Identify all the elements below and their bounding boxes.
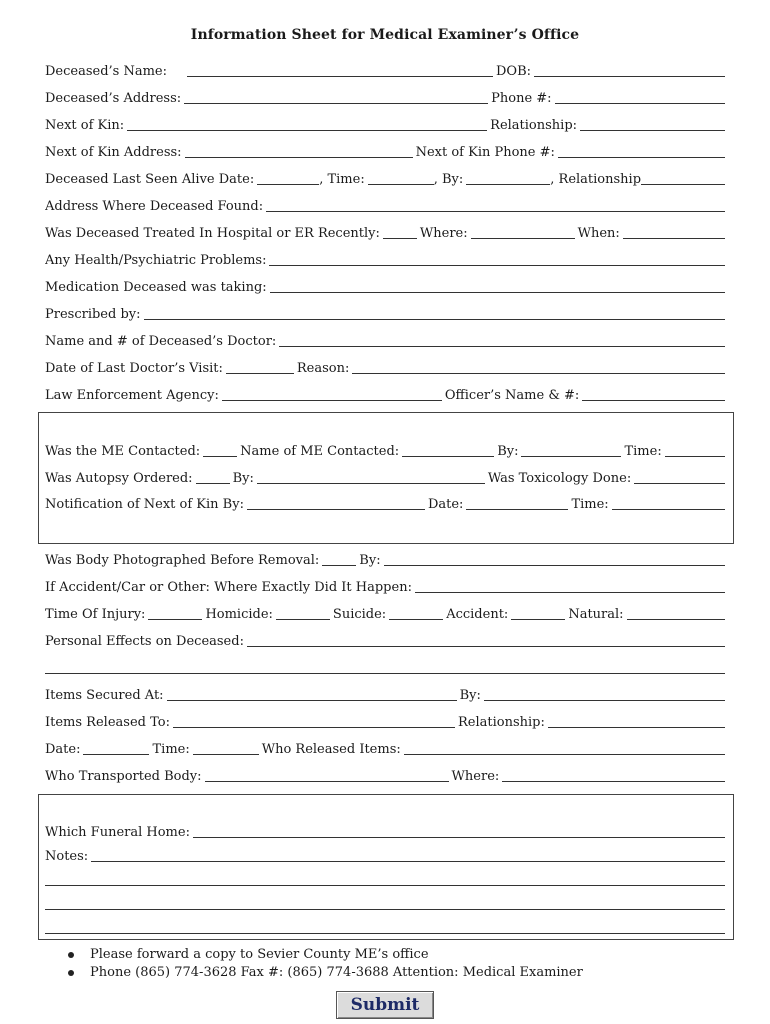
autopsy-by-field[interactable] — [257, 482, 485, 484]
form-title: Information Sheet for Medical Examiner’s Office — [190, 27, 580, 43]
personal-effects-label: Personal Effects on Deceased: — [45, 634, 244, 649]
items-released-label: Items Released To: — [45, 715, 170, 730]
row-photographed — [45, 549, 725, 569]
deceased-name-field[interactable] — [187, 75, 493, 77]
notes-field-2[interactable] — [45, 884, 725, 886]
row-release-date — [45, 738, 725, 758]
row-notification — [45, 493, 725, 513]
me-time-label: Time: — [624, 444, 662, 459]
row-accident-where — [45, 576, 725, 596]
accident-field[interactable] — [511, 618, 565, 620]
row-me-contacted — [45, 440, 725, 460]
officer-field[interactable] — [582, 399, 725, 401]
row-items-released — [45, 711, 725, 731]
address-found-label: Address Where Deceased Found: — [45, 199, 264, 214]
deceased-address-label: Deceased’s Address: — [45, 91, 182, 106]
personal-effects-field-2[interactable] — [45, 672, 725, 674]
notification-date-field[interactable] — [466, 508, 568, 510]
relationship-label: Relationship: — [490, 118, 578, 133]
row-transported — [45, 765, 725, 785]
photo-by-label: By: — [359, 553, 381, 568]
me-by-label: By: — [497, 444, 519, 459]
deceased-name-label: Deceased’s Name: — [45, 64, 167, 79]
medication-label: Medication Deceased was taking: — [45, 280, 267, 295]
toxicology-label: Was Toxicology Done: — [487, 471, 632, 486]
release-time-label: Time: — [152, 742, 190, 757]
last-seen-by-label: , By: — [433, 172, 464, 187]
treated-field[interactable] — [383, 237, 417, 239]
release-date-label: Date: — [45, 742, 81, 757]
release-time-field[interactable] — [193, 753, 259, 755]
row-notes — [45, 845, 725, 865]
natural-field[interactable] — [627, 618, 725, 620]
prescribed-field[interactable] — [144, 318, 726, 320]
relationship-field[interactable] — [580, 129, 725, 131]
treated-where-label: Where: — [419, 226, 468, 241]
row-deceased-address — [45, 87, 725, 107]
autopsy-by-label: By: — [232, 471, 254, 486]
bullet-icon — [68, 952, 74, 958]
time-injury-field[interactable] — [148, 618, 202, 620]
me-time-field[interactable] — [665, 455, 725, 457]
row-prescribed — [45, 303, 725, 323]
nok-address-label: Next of Kin Address: — [45, 145, 182, 160]
notes-field[interactable] — [91, 860, 725, 862]
photographed-label: Was Body Photographed Before Removal: — [45, 553, 320, 568]
last-visit-field[interactable] — [226, 372, 294, 374]
me-name-field[interactable] — [402, 455, 494, 457]
release-date-field[interactable] — [83, 753, 149, 755]
row-deceased-name — [45, 60, 725, 80]
notes-label: Notes: — [45, 849, 89, 864]
items-released-field[interactable] — [173, 726, 455, 728]
who-released-label: Who Released Items: — [261, 742, 401, 757]
accident-label: Accident: — [446, 607, 509, 622]
nok-address-field[interactable] — [185, 156, 413, 158]
law-agency-label: Law Enforcement Agency: — [45, 388, 219, 403]
row-next-of-kin — [45, 114, 725, 134]
next-of-kin-label: Next of Kin: — [45, 118, 125, 133]
photographed-field[interactable] — [322, 564, 356, 566]
me-contacted-field[interactable] — [203, 455, 237, 457]
submit-button[interactable]: Submit — [336, 991, 434, 1019]
row-last-seen — [45, 168, 725, 188]
instruction-item: Phone (865) 774-3628 Fax #: (865) 774-3688 Attention: Medical Examiner — [60, 964, 583, 982]
secured-by-field[interactable] — [484, 699, 725, 701]
next-of-kin-field[interactable] — [127, 129, 487, 131]
row-personal-effects — [45, 630, 725, 650]
transport-where-label: Where: — [451, 769, 500, 784]
natural-label: Natural: — [568, 607, 624, 622]
last-seen-time-field[interactable] — [368, 183, 434, 185]
row-law-enforcement — [45, 384, 725, 404]
row-treated — [45, 222, 725, 242]
instruction-item: Please forward a copy to Sevier County ME’s office — [60, 946, 583, 964]
last-seen-relationship-field[interactable] — [641, 183, 725, 185]
transport-where-field[interactable] — [502, 780, 725, 782]
health-label: Any Health/Psychiatric Problems: — [45, 253, 267, 268]
photo-by-field[interactable] — [384, 564, 725, 566]
row-notes-3 — [45, 893, 725, 913]
autopsy-label: Was Autopsy Ordered: — [45, 471, 193, 486]
nok-phone-label: Next of Kin Phone #: — [415, 145, 555, 160]
time-injury-label: Time Of Injury: — [45, 607, 146, 622]
medication-field[interactable] — [270, 291, 725, 293]
personal-effects-field[interactable] — [247, 645, 725, 647]
notification-time-label: Time: — [571, 497, 609, 512]
deceased-address-field[interactable] — [184, 102, 488, 104]
items-secured-field[interactable] — [167, 699, 457, 701]
row-last-visit — [45, 357, 725, 377]
doctor-field[interactable] — [279, 345, 725, 347]
law-agency-field[interactable] — [222, 399, 442, 401]
last-visit-label: Date of Last Doctor’s Visit: — [45, 361, 223, 376]
dob-field[interactable] — [534, 75, 725, 77]
notification-date-label: Date: — [427, 497, 464, 512]
items-secured-label: Items Secured At: — [45, 688, 164, 703]
last-seen-date-field[interactable] — [257, 183, 319, 185]
notes-field-3[interactable] — [45, 908, 725, 910]
bullet-icon — [68, 970, 74, 976]
notification-label: Notification of Next of Kin By: — [45, 497, 244, 512]
officer-label: Officer’s Name & #: — [444, 388, 580, 403]
row-notes-4 — [45, 917, 725, 937]
address-found-field[interactable] — [266, 210, 725, 212]
prescribed-label: Prescribed by: — [45, 307, 141, 322]
released-relationship-field[interactable] — [548, 726, 725, 728]
notes-field-4[interactable] — [45, 932, 725, 934]
last-seen-date-label: Deceased Last Seen Alive Date: — [45, 172, 255, 187]
funeral-home-label: Which Funeral Home: — [45, 825, 190, 840]
treated-when-label: When: — [577, 226, 620, 241]
row-medication — [45, 276, 725, 296]
phone-field[interactable] — [555, 102, 725, 104]
row-health — [45, 249, 725, 269]
row-notes-2 — [45, 869, 725, 889]
row-doctor — [45, 330, 725, 350]
transported-label: Who Transported Body: — [45, 769, 202, 784]
who-released-field[interactable] — [404, 753, 725, 755]
homicide-field[interactable] — [276, 618, 330, 620]
row-nok-address — [45, 141, 725, 161]
accident-where-label: If Accident/Car or Other: Where Exactly Did It Happen: — [45, 580, 412, 595]
me-contacted-label: Was the ME Contacted: — [45, 444, 201, 459]
reason-label: Reason: — [296, 361, 350, 376]
health-field[interactable] — [269, 264, 725, 266]
suicide-label: Suicide: — [332, 607, 387, 622]
accident-where-field[interactable] — [415, 591, 725, 593]
funeral-home-field[interactable] — [193, 836, 725, 838]
notification-time-field[interactable] — [612, 508, 725, 510]
doctor-label: Name and # of Deceased’s Doctor: — [45, 334, 277, 349]
autopsy-field[interactable] — [196, 482, 230, 484]
instructions-list — [60, 946, 583, 982]
treated-where-field[interactable] — [471, 237, 575, 239]
treated-when-field[interactable] — [623, 237, 725, 239]
reason-field[interactable] — [352, 372, 725, 374]
secured-by-label: By: — [459, 688, 481, 703]
row-time-injury — [45, 603, 725, 623]
homicide-label: Homicide: — [205, 607, 273, 622]
row-personal-effects-cont — [45, 657, 725, 677]
last-seen-relationship-label: , Relationship — [550, 172, 642, 187]
row-address-found — [45, 195, 725, 215]
notification-field[interactable] — [247, 508, 425, 510]
released-relationship-label: Relationship: — [457, 715, 545, 730]
dob-label: DOB: — [496, 64, 532, 79]
treated-label: Was Deceased Treated In Hospital or ER Recently: — [45, 226, 380, 241]
me-name-label: Name of ME Contacted: — [240, 444, 400, 459]
suicide-field[interactable] — [389, 618, 443, 620]
last-seen-time-label: , Time: — [319, 172, 365, 187]
nok-phone-field[interactable] — [558, 156, 725, 158]
me-by-field[interactable] — [521, 455, 621, 457]
last-seen-by-field[interactable] — [466, 183, 550, 185]
row-funeral-home — [45, 821, 725, 841]
row-items-secured — [45, 684, 725, 704]
transported-field[interactable] — [205, 780, 449, 782]
toxicology-field[interactable] — [634, 482, 725, 484]
row-autopsy — [45, 467, 725, 487]
phone-label: Phone #: — [491, 91, 552, 106]
